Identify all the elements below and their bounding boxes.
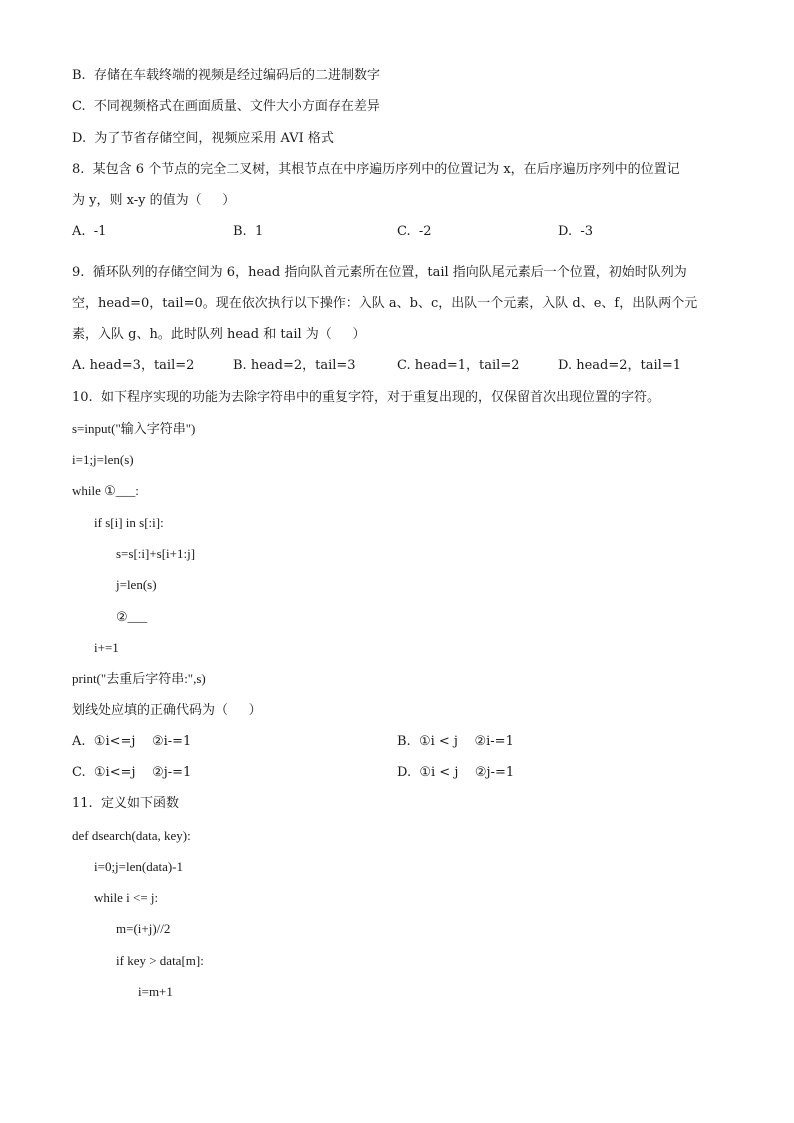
q10-code-line: i=1;j=len(s): [72, 452, 134, 467]
q10-code-line: s=s[:i]+s[i+1:j]: [116, 546, 196, 561]
q11-code-line: while i <= j:: [94, 890, 159, 905]
q9-option-b: B. head=2，tail=3: [233, 358, 356, 373]
q8-option-a: A. -1: [72, 224, 107, 239]
q9-option-c: C. head=1，tail=2: [397, 358, 520, 373]
q10-code-line: if s[i] in s[:i]:: [94, 515, 164, 530]
q8-option-d: D. -3: [558, 224, 594, 239]
q10-stem: 10. 如下程序实现的功能为去除字符串中的重复字符，对于重复出现的，仅保留首次出现位置的字符。: [72, 390, 660, 405]
q9-stem-line-1: 9. 循环队列的存储空间为 6，head 指向队首元素所在位置，tail 指向队尾元素后一个位置，初始时队列为: [72, 265, 687, 280]
q10-code-line: j=len(s): [116, 577, 157, 592]
q8-option-b: B. 1: [233, 224, 264, 239]
q9-option-d: D. head=2，tail=1: [558, 358, 681, 373]
q11-code-line: def dsearch(data, key):: [72, 828, 191, 843]
q10-prompt: 划线处应填的正确代码为（ ）: [72, 703, 262, 718]
q9-stem-line-3: 素，入队 g、h。此时队列 head 和 tail 为（ ）: [72, 327, 366, 342]
q9-stem-line-2: 空，head=0，tail=0。现在依次执行以下操作：入队 a、b、c，出队一个元素，入队 d、e、f，出队两个元: [72, 296, 698, 311]
q11-code-line: if key > data[m]:: [116, 953, 204, 968]
q10-code-line: while ①___:: [72, 483, 139, 498]
q11-code-line: i=0;j=len(data)-1: [94, 859, 184, 874]
q8-stem-line-1: 8. 某包含 6 个节点的完全二叉树，其根节点在中序遍历序列中的位置记为 x，在后序遍历序列中的位置记: [72, 162, 680, 177]
q10-code-line: ②___: [116, 609, 148, 624]
q7-option-d: D. 为了节省存储空间，视频应采用 AVI 格式: [72, 131, 334, 146]
q9-option-a: A. head=3，tail=2: [72, 358, 195, 373]
q10-code-line: print("去重后字符串:",s): [72, 671, 206, 686]
q10-option-d: D. ①i < j ②j-=1: [397, 765, 515, 780]
q7-option-c: C. 不同视频格式在画面质量、文件大小方面存在差异: [72, 99, 380, 114]
q11-code-line: i=m+1: [138, 984, 173, 999]
q10-code-line: i+=1: [94, 640, 119, 655]
q8-option-c: C. -2: [397, 224, 432, 239]
q8-stem-line-2: 为 y，则 x-y 的值为（ ）: [72, 193, 236, 208]
q10-code-line: s=input("输入字符串"): [72, 421, 196, 436]
q11-code-line: m=(i+j)//2: [116, 921, 171, 936]
q10-option-c: C. ①i<=j ②j-=1: [72, 765, 192, 780]
q7-option-b: B. 存储在车载终端的视频是经过编码后的二进制数字: [72, 68, 380, 83]
q10-option-a: A. ①i<=j ②i-=1: [72, 734, 192, 749]
q10-option-b: B. ①i < j ②i-=1: [397, 734, 514, 749]
q11-stem: 11. 定义如下函数: [72, 796, 179, 811]
